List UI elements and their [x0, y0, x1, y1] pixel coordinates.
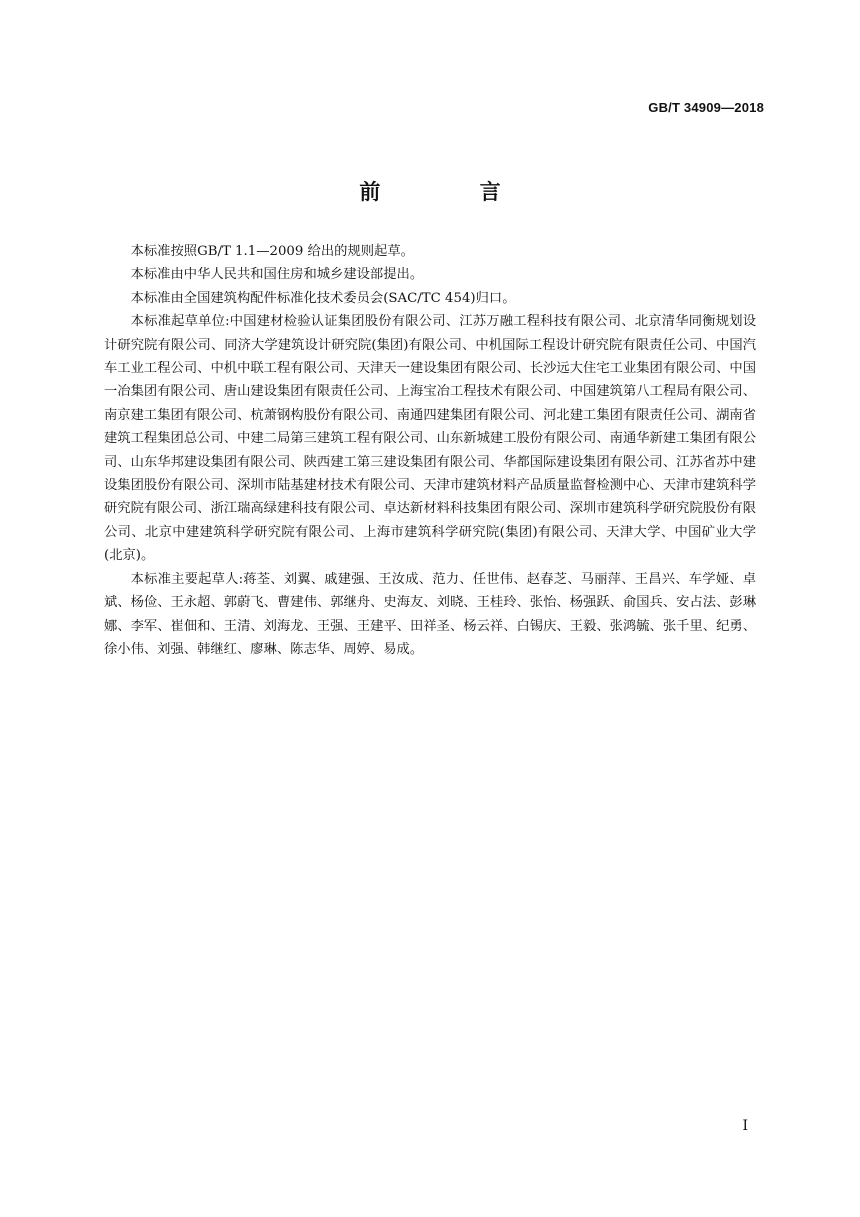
standard-code: GB/T 34909—2018 [648, 100, 764, 115]
paragraph-drafting-units: 本标准起草单位:中国建材检验认证集团股份有限公司、江苏万融工程科技有限公司、北京清华同衡规划设计研究院有限公司、同济大学建筑设计研究院(集团)有限公司、中机国际工程设计研究院有限责任公司、中国汽车工业工程公司、中机中联工程有限公司、天津天一建设集团有限公司、长沙远大住宅工业集团有限公司、中国一冶集团有限公司、唐山建设集团有限责任公司、上海宝冶工程技术有限公司、中国建筑第八工程局有限公司、南京建工集团有限公司、杭萧钢构股份有限公司、南通四建集团有限公司、河北建工集团有限责任公司、湖南省建筑工程集团总公司、中建二局第三建筑工程有限公司、山东新城建工股份有限公司、南通华新建工集团有限公司、山东华邦建设集团有限公司、陕西建工第三建设集团有限公司、华都国际建设集团有限公司、江苏省苏中建设集团股份有限公司、深圳市陆基建材技术有限公司、天津市建筑材料产品质量监督检测中心、天津市建筑科学研究院有限公司、浙江瑞高绿建科技有限公司、卓达新材料科技集团有限公司、深圳市建筑科学研究院股份有限公司、北京中建建筑科学研究院有限公司、上海市建筑科学研究院(集团)有限公司、天津大学、中国矿业大学(北京)。 [104, 314, 756, 564]
paragraph-administrator: 本标准由全国建筑构配件标准化技术委员会(SAC/TC 454)归口。 [130, 290, 516, 306]
page-title: 前 言 [359, 180, 547, 204]
paragraph-proposer: 本标准由中华人民共和国住房和城乡建设部提出。 [130, 267, 424, 283]
paragraph-drafters: 本标准主要起草人:蒋荃、刘翼、戚建强、王汝成、范力、任世伟、赵春芝、马丽萍、王昌兴、车学娅、卓斌、杨俭、王永超、郭蔚飞、曹建伟、郭继舟、史海友、刘晓、王桂玲、张怡、杨强跃、俞国兵、安占法、彭琳娜、李军、崔佃和、王清、刘海龙、王强、王建平、田祥圣、杨云祥、白锡庆、王毅、张鸿毓、张千里、纪勇、徐小伟、刘强、韩继红、廖琳、陈志华、周婷、易成。 [104, 571, 756, 657]
foreword-body [104, 240, 756, 661]
paragraph-drafting-rules: 本标准按照GB/T 1.1—2009 给出的规则起草。 [130, 244, 414, 259]
page-number: I [742, 1118, 748, 1134]
